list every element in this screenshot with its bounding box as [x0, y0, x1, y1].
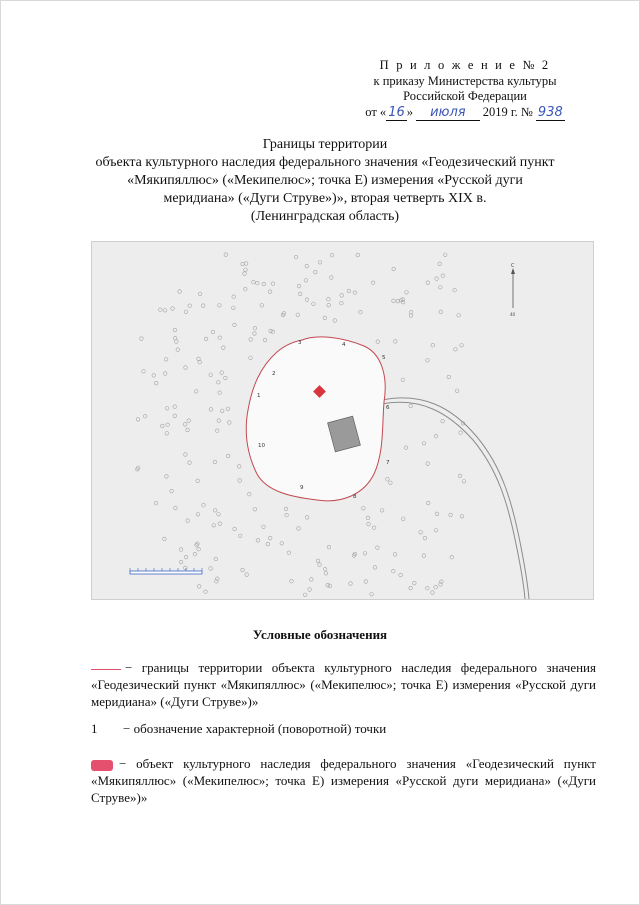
tree-symbol [441, 419, 445, 423]
tree-symbol [284, 507, 288, 511]
tree-symbol [327, 297, 331, 301]
north-arrow [510, 263, 516, 317]
tree-symbol [173, 328, 177, 332]
tree-symbol [347, 289, 351, 293]
tree-symbol [340, 294, 344, 298]
tree-symbol [159, 308, 163, 312]
territory-boundary [246, 337, 385, 501]
tree-symbol [312, 302, 316, 306]
tree-symbol [439, 286, 443, 290]
tree-symbol [413, 581, 417, 585]
title-line-1: Границы территории [262, 137, 388, 152]
tree-symbol [294, 255, 298, 259]
tree-symbol [362, 507, 366, 511]
tree-symbol [380, 509, 384, 513]
tree-symbol [202, 503, 206, 507]
tree-symbol [363, 552, 367, 556]
map-canvas [92, 242, 593, 599]
appendix-header [345, 58, 585, 120]
tree-symbol [296, 313, 300, 317]
tree-symbol [209, 567, 213, 571]
tree-symbol [266, 542, 270, 546]
tree-symbol [179, 548, 183, 552]
tree-symbol [285, 513, 289, 517]
tree-symbol [454, 348, 458, 352]
tree-symbol [217, 381, 221, 385]
tree-symbol [218, 391, 222, 395]
tree-symbol [324, 572, 328, 576]
tree-symbol [232, 295, 236, 299]
tree-symbol [204, 337, 208, 341]
tree-symbol [188, 461, 192, 465]
tree-symbol [453, 288, 457, 292]
tree-symbol [310, 578, 314, 582]
tree-symbol [435, 512, 439, 516]
tree-symbol [393, 553, 397, 557]
tree-symbol [318, 261, 322, 265]
tree-symbol [431, 591, 435, 595]
tree-symbol [419, 531, 423, 535]
tree-symbol [422, 554, 426, 558]
tree-symbol [386, 477, 390, 481]
tree-symbol [305, 264, 309, 268]
tree-symbol [441, 274, 445, 278]
tree-symbol [268, 536, 272, 540]
tree-symbol [426, 586, 430, 590]
date-month: июля [416, 105, 480, 121]
tree-symbol [330, 253, 334, 257]
tree-symbol [183, 423, 187, 427]
tree-symbol [426, 359, 430, 363]
tree-symbol [215, 429, 219, 433]
tree-symbol [443, 253, 447, 257]
tree-symbol [142, 370, 146, 374]
tree-symbol [198, 360, 202, 364]
tree-symbol [256, 539, 260, 543]
tree-symbol [184, 453, 188, 457]
tree-symbol [405, 291, 409, 295]
tree-symbol [401, 378, 405, 382]
tree-symbol [458, 474, 462, 478]
tree-symbol [196, 513, 200, 517]
tree-symbol [184, 555, 188, 559]
tree-symbol [238, 534, 242, 538]
tree-symbol [173, 405, 177, 409]
tree-symbol [217, 419, 221, 423]
tree-symbol [328, 584, 332, 588]
tree-symbol [165, 475, 169, 479]
tree-symbol [303, 593, 307, 597]
tree-symbol [233, 323, 237, 327]
point-label-5: 5 [382, 355, 386, 361]
tree-symbol [174, 506, 178, 510]
tree-symbol [457, 314, 461, 318]
tree-symbol [171, 307, 175, 311]
tree-symbol [193, 552, 197, 556]
tree-symbol [226, 407, 230, 411]
tree-symbol [244, 268, 248, 272]
tree-symbol [176, 348, 180, 352]
tree-symbol [431, 343, 435, 347]
tree-symbol [224, 253, 228, 257]
tree-symbol [327, 545, 331, 549]
tree-symbol [260, 304, 264, 308]
tree-symbol [434, 529, 438, 533]
tree-symbol [426, 501, 430, 505]
tree-symbol [252, 280, 256, 284]
tree-symbol [248, 492, 252, 496]
tree-symbol [271, 282, 275, 286]
tree-symbol [184, 366, 188, 370]
tree-symbol [218, 336, 222, 340]
tree-symbol [326, 583, 330, 587]
point-label-9: 9 [300, 485, 304, 491]
tree-symbol [371, 281, 375, 285]
order-number: 938 [537, 104, 563, 120]
tree-symbol [233, 527, 237, 531]
legend-object-row [91, 755, 596, 806]
tree-symbol [165, 432, 169, 436]
tree-symbol [298, 292, 302, 296]
tree-symbol [244, 287, 248, 291]
point-label-6: 6 [386, 405, 390, 411]
object-symbol [91, 760, 113, 771]
tree-symbol [226, 454, 230, 458]
tree-symbol [262, 282, 266, 286]
tree-symbol [256, 281, 260, 285]
tree-symbol [376, 546, 380, 550]
tree-symbol [447, 375, 451, 379]
tree-symbol [372, 526, 376, 530]
tree-symbol [434, 434, 438, 438]
tree-symbol [175, 340, 179, 344]
tree-symbol [249, 338, 253, 342]
tree-symbol [394, 340, 398, 344]
tree-symbol [224, 376, 228, 380]
tree-symbol [154, 381, 158, 385]
tree-symbol [376, 340, 380, 344]
tree-symbol [459, 431, 463, 435]
tree-symbol [262, 525, 266, 529]
tree-symbol [184, 566, 188, 570]
tree-symbol [314, 270, 318, 274]
tree-symbol [308, 588, 312, 592]
tree-symbol [213, 460, 217, 464]
title-line-4: меридиана» («Дуги Струве»)», вторая четверть XIX в. [163, 191, 487, 206]
legend-title: Условные обозначения [252, 627, 388, 642]
point-label-2: 2 [272, 371, 276, 377]
tree-symbol [297, 527, 301, 531]
tree-symbol [241, 262, 245, 266]
tree-symbol [323, 316, 327, 320]
tree-symbol [243, 272, 247, 276]
tree-symbol [245, 573, 249, 577]
tree-symbol [244, 262, 248, 266]
tree-symbol [228, 421, 232, 425]
tree-symbol [318, 563, 322, 567]
tree-symbol [186, 519, 190, 523]
tree-symbol [449, 513, 453, 517]
tree-symbol [263, 338, 267, 342]
tree-symbol [364, 580, 368, 584]
tree-symbol [253, 332, 257, 336]
tree-symbol [253, 326, 257, 330]
scale-text: 40 [510, 312, 516, 317]
tree-symbol [366, 516, 370, 520]
tree-symbol [179, 560, 183, 564]
road-line-edge [382, 402, 525, 599]
tree-symbol [290, 579, 294, 583]
title-line-3: «Мякипяллюс» («Мекипелюс»; точка Е) измерения «Русской дуги [127, 173, 523, 188]
tree-symbol [404, 446, 408, 450]
tree-symbol [269, 329, 273, 333]
tree-symbol [409, 586, 413, 590]
tree-symbol [213, 509, 217, 513]
legend-point-text: − обозначение характерной (поворотной) точки [123, 721, 387, 736]
tree-symbol [304, 279, 308, 283]
tree-symbol [184, 310, 188, 314]
title-line-5: (Ленинградская область) [250, 209, 400, 224]
tree-symbol [161, 424, 165, 428]
tree-symbol [356, 253, 360, 257]
tree-symbol [186, 428, 190, 432]
tree-symbol [211, 330, 215, 334]
tree-symbol [409, 404, 413, 408]
tree-symbol [212, 524, 216, 528]
appendix-ministry-line: Российской Федерации [403, 89, 527, 103]
tree-symbol [370, 593, 374, 597]
tree-symbol [170, 489, 174, 493]
tree-symbol [340, 301, 344, 305]
tree-symbol [460, 515, 464, 519]
tree-symbol [218, 522, 222, 526]
tree-symbol [359, 310, 363, 314]
tree-symbol [140, 337, 144, 341]
date-mid: » [406, 104, 413, 119]
point-label-4: 4 [342, 342, 346, 348]
legend-boundary-row [91, 659, 596, 710]
road-line [382, 398, 529, 599]
tree-symbol [220, 371, 224, 375]
tree-symbol [143, 414, 147, 418]
tree-symbol [136, 418, 140, 422]
tree-symbol [187, 419, 191, 423]
tree-symbol [178, 290, 182, 294]
tree-symbol [209, 408, 213, 412]
tree-symbol [280, 542, 284, 546]
date-prefix: от « [365, 104, 387, 119]
point-label-1: 1 [257, 393, 261, 399]
appendix-order-line: к приказу Министерства культуры [373, 73, 557, 88]
appendix-date-line [345, 105, 585, 121]
date-year: 2019 г. № [482, 104, 533, 119]
tree-symbol [154, 501, 158, 505]
tree-symbol [392, 299, 396, 303]
tree-symbol [173, 414, 177, 418]
tree-symbol [426, 462, 430, 466]
boundary-map [91, 241, 594, 600]
tree-symbol [201, 304, 205, 308]
tree-symbol [389, 481, 393, 485]
tree-symbol [327, 303, 331, 307]
tree-symbol [460, 344, 464, 348]
tree-symbol [249, 356, 253, 360]
tree-symbol [353, 291, 357, 295]
tree-symbol [220, 409, 224, 413]
tree-symbol [455, 389, 459, 393]
tree-symbol [253, 508, 257, 512]
tree-symbol [373, 566, 377, 570]
tree-symbol [330, 276, 334, 280]
tree-symbol [462, 480, 466, 484]
tree-symbol [392, 267, 396, 271]
tree-symbol [237, 465, 241, 469]
tree-symbol [333, 319, 337, 323]
tree-symbol [349, 582, 353, 586]
tree-symbol [152, 374, 156, 378]
tree-symbol [164, 358, 168, 362]
appendix-heading: П р и л о ж е н и е № 2 [379, 58, 551, 72]
tree-symbol [423, 536, 427, 540]
legend-object-text: − объект культурного наследия федерального значения «Геодезический пункт «Мякипяллюс» («Мекипелюс»; точка Е) измерения «Русской дуги меридиана» («Дуги Струве»)» [91, 756, 596, 805]
tree-symbol [439, 310, 443, 314]
point-label-3: 3 [298, 340, 302, 346]
tree-symbol [392, 569, 396, 573]
legend-boundary-text: − границы территории объекта культурного наследия федерального значения «Геодезический пункт «Мякипяллюс» («Мекипелюс»; точка Е) измерения «Русской дуги меридиана» («Дуги Струве»)» [91, 660, 596, 709]
tree-symbol [401, 517, 405, 521]
document-title [60, 136, 590, 226]
tree-symbol [197, 585, 201, 589]
tree-symbol [422, 442, 426, 446]
tree-symbol [399, 573, 403, 577]
tree-symbol [198, 292, 202, 296]
title-line-2: объекта культурного наследия федерального значения «Геодезический пункт [95, 155, 555, 170]
boundary-line-symbol [91, 669, 121, 670]
tree-symbol [271, 330, 275, 334]
tree-symbol [323, 567, 327, 571]
tree-symbol [367, 522, 371, 526]
tree-symbol [217, 513, 221, 517]
tree-symbol [163, 537, 167, 541]
tree-symbol [163, 309, 167, 313]
tree-symbol [305, 516, 309, 520]
tree-symbol [426, 281, 430, 285]
tree-symbol [222, 346, 226, 350]
tree-symbol [166, 423, 170, 427]
tree-symbol [297, 284, 301, 288]
date-day: 16 [388, 104, 405, 120]
tree-symbol [287, 551, 291, 555]
point-label-7: 7 [386, 460, 390, 466]
tree-symbol [196, 479, 200, 483]
tree-symbol [434, 585, 438, 589]
tree-symbol [305, 298, 309, 302]
point-label-10: 10 [258, 443, 265, 449]
tree-symbol [241, 568, 245, 572]
tree-symbol [188, 304, 192, 308]
tree-symbol [197, 547, 201, 551]
north-label: С [511, 263, 515, 269]
tree-symbol [209, 373, 213, 377]
legend-point-row [91, 720, 596, 737]
tree-symbol [194, 390, 198, 394]
tree-symbol [316, 559, 320, 563]
tree-symbol [165, 407, 169, 411]
scale-bar [130, 568, 202, 574]
point-label-8: 8 [353, 494, 357, 500]
tree-symbol [218, 304, 222, 308]
tree-symbol [450, 555, 454, 559]
point-symbol: 1 [91, 721, 98, 736]
tree-symbol [238, 479, 242, 483]
tree-symbol [232, 306, 236, 310]
tree-symbol [214, 557, 218, 561]
tree-symbol [435, 277, 439, 281]
tree-symbol [268, 290, 272, 294]
tree-symbol [204, 590, 208, 594]
tree-symbol [438, 262, 442, 266]
tree-symbol [163, 372, 167, 376]
